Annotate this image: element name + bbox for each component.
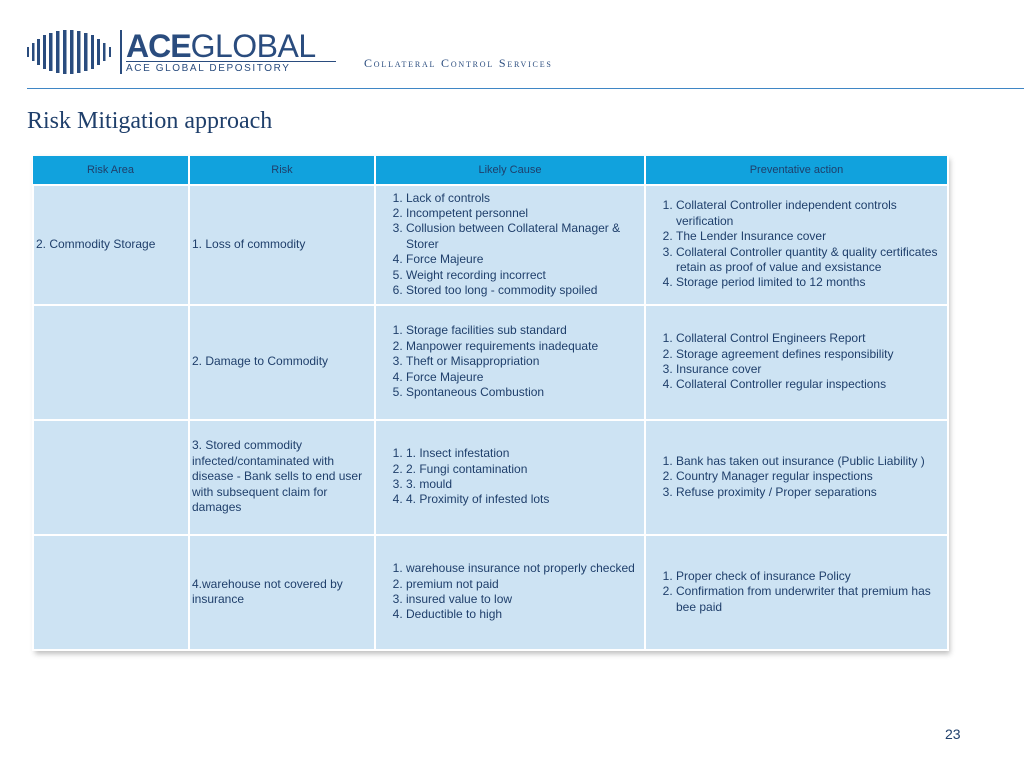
preventative-action-cell bbox=[645, 185, 948, 305]
action-item: 4. Collateral Controller regular inspections bbox=[676, 377, 945, 392]
risk-cell: 4.warehouse not covered by insurance bbox=[189, 535, 375, 650]
risk-area-cell bbox=[33, 535, 189, 650]
table-row bbox=[33, 535, 948, 650]
preventative-action-cell bbox=[645, 305, 948, 420]
action-item: 1. Proper check of insurance Policy bbox=[676, 569, 945, 584]
risk-table-container bbox=[32, 156, 947, 651]
likely-cause-cell bbox=[375, 185, 645, 305]
ace-global-globe-logo-icon bbox=[27, 30, 115, 74]
action-item: 1. Bank has taken out insurance (Public Liability ) bbox=[676, 454, 945, 469]
risk-area-cell bbox=[33, 305, 189, 420]
cause-list bbox=[378, 446, 642, 508]
likely-cause-cell bbox=[375, 535, 645, 650]
cause-item: 1. warehouse insurance not properly checked bbox=[406, 561, 642, 576]
cause-list bbox=[378, 191, 642, 299]
page-number: 23 bbox=[945, 726, 961, 742]
cause-item: 2. Incompetent personnel bbox=[406, 206, 642, 221]
cause-item: 2. 2. Fungi contamination bbox=[406, 462, 642, 477]
header-divider bbox=[27, 88, 1024, 89]
cause-item: 3. 3. mould bbox=[406, 477, 642, 492]
column-header-likely-cause: Likely Cause bbox=[375, 156, 645, 185]
risk-area-cell bbox=[33, 420, 189, 535]
logo-ace-text: ACE bbox=[126, 28, 191, 64]
action-item: 2. Country Manager regular inspections bbox=[676, 469, 945, 484]
cause-item: 3. Collusion between Collateral Manager & Storer bbox=[406, 221, 642, 252]
table-row bbox=[33, 185, 948, 305]
table-row bbox=[33, 420, 948, 535]
column-header-preventative-action: Preventative action bbox=[645, 156, 948, 185]
cause-item: 3. Theft or Misappropriation bbox=[406, 354, 642, 369]
preventative-action-cell bbox=[645, 420, 948, 535]
action-list bbox=[648, 454, 945, 500]
action-item: 3. Collateral Controller quantity & quality certificates retain as proof of value and exsistance bbox=[676, 245, 945, 276]
action-item: 1. Collateral Control Engineers Report bbox=[676, 331, 945, 346]
column-header-risk-area: Risk Area bbox=[33, 156, 189, 185]
action-item: 1. Collateral Controller independent controls verification bbox=[676, 198, 945, 229]
cause-item: 1. Lack of controls bbox=[406, 191, 642, 206]
table-header-row bbox=[33, 156, 948, 185]
likely-cause-cell bbox=[375, 305, 645, 420]
preventative-action-cell bbox=[645, 535, 948, 650]
column-header-risk: Risk bbox=[189, 156, 375, 185]
risk-cell: 3. Stored commodity infected/contaminated with disease - Bank sells to end user with subsequent claim for damages bbox=[189, 420, 375, 535]
table-row bbox=[33, 305, 948, 420]
cause-item: 6. Stored too long - commodity spoiled bbox=[406, 283, 642, 298]
risk-mitigation-table bbox=[32, 156, 949, 651]
cause-item: 4. Force Majeure bbox=[406, 370, 642, 385]
cause-item: 1. 1. Insect infestation bbox=[406, 446, 642, 461]
cause-item: 4. Force Majeure bbox=[406, 252, 642, 267]
logo-divider bbox=[120, 30, 122, 74]
action-item: 2. Storage agreement defines responsibility bbox=[676, 347, 945, 362]
cause-item: 4. 4. Proximity of infested lots bbox=[406, 492, 642, 507]
cause-item: 4. Deductible to high bbox=[406, 607, 642, 622]
risk-area-cell: 2. Commodity Storage bbox=[33, 185, 189, 305]
page-title: Risk Mitigation approach bbox=[27, 108, 273, 134]
cause-item: 5. Spontaneous Combustion bbox=[406, 385, 642, 400]
cause-item: 1. Storage facilities sub standard bbox=[406, 323, 642, 338]
cause-item: 3. insured value to low bbox=[406, 592, 642, 607]
risk-cell: 1. Loss of commodity bbox=[189, 185, 375, 305]
action-item: 2. Confirmation from underwriter that premium has bee paid bbox=[676, 584, 945, 615]
likely-cause-cell bbox=[375, 420, 645, 535]
action-item: 4. Storage period limited to 12 months bbox=[676, 275, 945, 290]
slide-header bbox=[0, 0, 1024, 90]
logo-global-text: GLOBAL bbox=[190, 28, 316, 64]
action-list bbox=[648, 569, 945, 615]
action-item: 3. Refuse proximity / Proper separations bbox=[676, 485, 945, 500]
cause-item: 2. premium not paid bbox=[406, 577, 642, 592]
cause-item: 2. Manpower requirements inadequate bbox=[406, 339, 642, 354]
action-item: 3. Insurance cover bbox=[676, 362, 945, 377]
action-list bbox=[648, 198, 945, 290]
risk-cell: 2. Damage to Commodity bbox=[189, 305, 375, 420]
cause-list bbox=[378, 323, 642, 400]
cause-list bbox=[378, 561, 642, 623]
action-list bbox=[648, 331, 945, 393]
header-tagline: Collateral Control Services bbox=[364, 56, 553, 70]
logo-wordmark bbox=[126, 28, 316, 65]
cause-item: 5. Weight recording incorrect bbox=[406, 268, 642, 283]
logo-subtitle: ACE GLOBAL DEPOSITORY bbox=[126, 61, 336, 74]
action-item: 2. The Lender Insurance cover bbox=[676, 229, 945, 244]
